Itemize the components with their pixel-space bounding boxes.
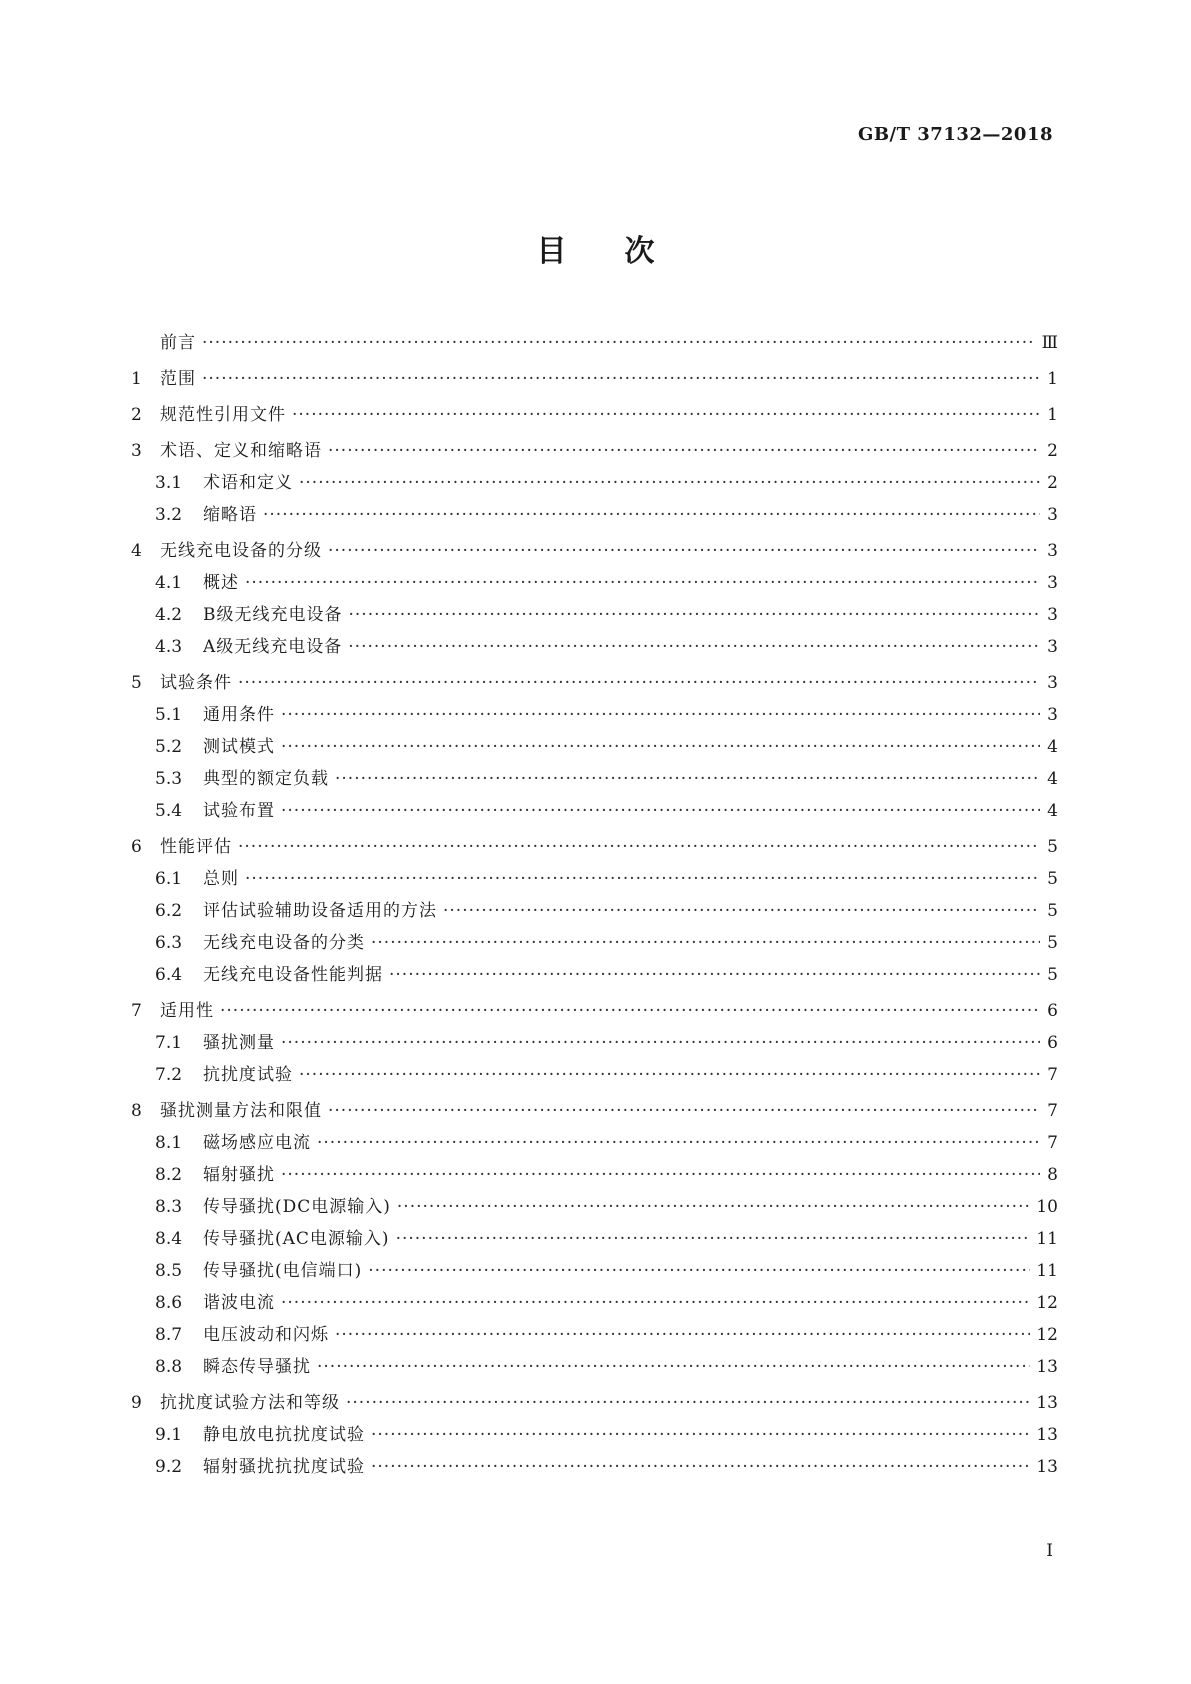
toc-dot-leader: [346, 1392, 1030, 1414]
toc-entry-number: 5.4: [155, 801, 183, 821]
toc-dot-leader: [349, 604, 1041, 626]
toc-entry-label: 前言: [160, 333, 196, 353]
toc-dot-leader: [202, 332, 1036, 354]
toc-entry-number: 9.2: [155, 1457, 183, 1477]
toc-dot-leader: [263, 504, 1040, 526]
toc-entry-number: 8: [131, 1101, 142, 1121]
toc-entry[interactable]: [131, 1324, 1058, 1346]
toc-entry[interactable]: [131, 504, 1058, 526]
toc-entry-label: 测试模式: [203, 737, 275, 757]
toc-entry-page: 1: [1047, 405, 1058, 425]
toc-entry-number: 5.1: [155, 705, 183, 725]
toc-entry-number: 8.4: [155, 1229, 183, 1249]
toc-entry-page: 13: [1036, 1425, 1058, 1445]
toc-entry[interactable]: [131, 1456, 1058, 1478]
toc-entry[interactable]: [131, 604, 1058, 626]
toc-entry[interactable]: [131, 1228, 1058, 1250]
page-number: I: [1046, 1541, 1053, 1561]
toc-entry-number: 9: [131, 1393, 142, 1413]
toc-entry[interactable]: [131, 636, 1058, 658]
toc-entry-label: 规范性引用文件: [160, 405, 286, 425]
toc-dot-leader: [443, 900, 1040, 922]
toc-entry-page: 13: [1036, 1457, 1058, 1477]
toc-entry-page: 3: [1047, 637, 1058, 657]
toc-entry-page: Ⅲ: [1041, 333, 1058, 353]
toc-entry-page: 3: [1047, 605, 1058, 625]
toc-dot-leader: [397, 1196, 1030, 1218]
toc-entry-label: 范围: [160, 369, 196, 389]
toc-entry[interactable]: [131, 932, 1058, 954]
toc-dot-leader: [292, 404, 1040, 426]
table-of-contents: [131, 332, 1058, 1478]
toc-entry-page: 2: [1047, 473, 1058, 493]
toc-entry[interactable]: [131, 736, 1058, 758]
toc-entry[interactable]: [131, 900, 1058, 922]
toc-entry-label: 传导骚扰(DC电源输入): [203, 1197, 391, 1217]
toc-entry-page: 5: [1047, 869, 1058, 889]
toc-entry-label: 总则: [203, 869, 239, 889]
toc-entry[interactable]: [131, 572, 1058, 594]
toc-dot-leader: [238, 836, 1040, 858]
toc-entry[interactable]: [131, 704, 1058, 726]
toc-entry-label: 试验条件: [160, 673, 232, 693]
toc-dot-leader: [396, 1228, 1031, 1250]
toc-entry-page: 5: [1047, 837, 1058, 857]
toc-entry[interactable]: [131, 540, 1058, 562]
toc-entry-number: 6: [131, 837, 142, 857]
toc-entry-page: 3: [1047, 541, 1058, 561]
toc-entry-label: 辐射骚扰抗扰度试验: [203, 1457, 365, 1477]
toc-entry-label: 典型的额定负载: [203, 769, 329, 789]
toc-entry-label: 无线充电设备性能判据: [203, 965, 383, 985]
toc-entry-label: 瞬态传导骚扰: [203, 1357, 311, 1377]
toc-entry-page: 3: [1047, 673, 1058, 693]
toc-entry-label: 抗扰度试验方法和等级: [160, 1393, 340, 1413]
toc-dot-leader: [335, 768, 1040, 790]
toc-entry-page: 6: [1047, 1033, 1058, 1053]
toc-entry-number: 7.2: [155, 1065, 183, 1085]
toc-dot-leader: [317, 1356, 1030, 1378]
toc-entry-number: 6.4: [155, 965, 183, 985]
page-title: 目次: [536, 234, 713, 269]
toc-entry-page: 1: [1047, 369, 1058, 389]
toc-entry[interactable]: [131, 768, 1058, 790]
toc-entry-page: 7: [1047, 1133, 1058, 1153]
toc-entry-number: 7: [131, 1001, 142, 1021]
toc-entry-label: 传导骚扰(AC电源输入): [203, 1229, 390, 1249]
toc-entry[interactable]: [131, 1000, 1058, 1022]
toc-entry-page: 8: [1047, 1165, 1058, 1185]
toc-dot-leader: [281, 1292, 1030, 1314]
toc-entry-page: 3: [1047, 573, 1058, 593]
toc-entry-number: 3.2: [155, 505, 183, 525]
toc-entry-number: 5.2: [155, 737, 183, 757]
toc-entry[interactable]: [131, 1100, 1058, 1122]
toc-entry[interactable]: [131, 1292, 1058, 1314]
toc-entry-number: 8.1: [155, 1133, 183, 1153]
toc-dot-leader: [220, 1000, 1040, 1022]
toc-entry-page: 10: [1036, 1197, 1058, 1217]
toc-dot-leader: [245, 868, 1040, 890]
toc-dot-leader: [281, 1032, 1040, 1054]
toc-entry-number: 4.2: [155, 605, 183, 625]
toc-entry-number: 3.1: [155, 473, 183, 493]
toc-entry-page: 3: [1047, 705, 1058, 725]
toc-entry-page: 11: [1036, 1261, 1058, 1281]
toc-dot-leader: [328, 540, 1040, 562]
toc-entry-label: 静电放电抗扰度试验: [203, 1425, 365, 1445]
toc-entry-page: 6: [1047, 1001, 1058, 1021]
toc-entry-label: 性能评估: [160, 837, 232, 857]
toc-entry-label: 通用条件: [203, 705, 275, 725]
toc-dot-leader: [371, 1424, 1030, 1446]
toc-dot-leader: [368, 1260, 1030, 1282]
toc-entry-page: 4: [1047, 737, 1058, 757]
toc-dot-leader: [371, 932, 1040, 954]
toc-dot-leader: [389, 964, 1040, 986]
toc-entry-number: 2: [131, 405, 142, 425]
toc-entry-number: 8.8: [155, 1357, 183, 1377]
toc-dot-leader: [299, 1064, 1040, 1086]
toc-entry[interactable]: [131, 1064, 1058, 1086]
toc-entry-page: 3: [1047, 505, 1058, 525]
toc-entry-page: 11: [1036, 1229, 1058, 1249]
toc-entry-label: 概述: [203, 573, 239, 593]
toc-entry-label: B级无线充电设备: [203, 605, 343, 625]
toc-entry-label: 电压波动和闪烁: [203, 1325, 329, 1345]
toc-entry-number: 8.7: [155, 1325, 183, 1345]
toc-entry-page: 7: [1047, 1065, 1058, 1085]
toc-entry-label: 骚扰测量: [203, 1033, 275, 1053]
toc-entry-label: 骚扰测量方法和限值: [160, 1101, 322, 1121]
toc-entry-number: 6.2: [155, 901, 183, 921]
toc-entry[interactable]: [131, 1356, 1058, 1378]
toc-dot-leader: [281, 736, 1040, 758]
toc-entry-page: 13: [1036, 1357, 1058, 1377]
toc-entry[interactable]: [131, 332, 1058, 354]
toc-entry-page: 4: [1047, 801, 1058, 821]
toc-entry-number: 3: [131, 441, 142, 461]
toc-entry-page: 13: [1036, 1393, 1058, 1413]
toc-entry-number: 6.3: [155, 933, 183, 953]
toc-entry-number: 8.5: [155, 1261, 183, 1281]
toc-entry-label: A级无线充电设备: [203, 637, 343, 657]
toc-dot-leader: [317, 1132, 1040, 1154]
toc-dot-leader: [299, 472, 1040, 494]
toc-entry[interactable]: [131, 1132, 1058, 1154]
toc-dot-leader: [348, 636, 1040, 658]
toc-entry-label: 无线充电设备的分级: [160, 541, 322, 561]
toc-entry-page: 4: [1047, 769, 1058, 789]
toc-entry-label: 适用性: [160, 1001, 214, 1021]
toc-dot-leader: [238, 672, 1040, 694]
toc-entry-page: 5: [1047, 933, 1058, 953]
toc-entry[interactable]: [131, 672, 1058, 694]
toc-entry-label: 试验布置: [203, 801, 275, 821]
toc-entry[interactable]: [131, 1260, 1058, 1282]
toc-entry-number: 9.1: [155, 1425, 183, 1445]
toc-entry-label: 术语、定义和缩略语: [160, 441, 322, 461]
toc-entry-number: 7.1: [155, 1033, 183, 1053]
toc-entry[interactable]: [131, 964, 1058, 986]
toc-entry-number: 4: [131, 541, 142, 561]
toc-dot-leader: [245, 572, 1040, 594]
toc-entry-number: 4.3: [155, 637, 183, 657]
toc-entry-number: 6.1: [155, 869, 183, 889]
toc-entry[interactable]: [131, 1164, 1058, 1186]
toc-entry[interactable]: [131, 1424, 1058, 1446]
toc-entry-number: 5.3: [155, 769, 183, 789]
toc-entry[interactable]: [131, 868, 1058, 890]
toc-entry[interactable]: [131, 404, 1058, 426]
toc-entry-label: 传导骚扰(电信端口): [203, 1261, 363, 1281]
toc-entry-label: 抗扰度试验: [203, 1065, 293, 1085]
toc-entry-number: 8.6: [155, 1293, 183, 1313]
toc-dot-leader: [328, 440, 1040, 462]
toc-dot-leader: [281, 1164, 1040, 1186]
toc-entry-label: 无线充电设备的分类: [203, 933, 365, 953]
toc-entry-label: 评估试验辅助设备适用的方法: [203, 901, 437, 921]
toc-entry[interactable]: [131, 800, 1058, 822]
toc-entry-label: 谐波电流: [203, 1293, 275, 1313]
toc-entry-page: 12: [1036, 1325, 1058, 1345]
toc-entry-page: 5: [1047, 965, 1058, 985]
toc-dot-leader: [335, 1324, 1030, 1346]
toc-entry-page: 7: [1047, 1101, 1058, 1121]
toc-entry[interactable]: [131, 1392, 1058, 1414]
toc-entry-page: 2: [1047, 441, 1058, 461]
toc-entry-number: 4.1: [155, 573, 183, 593]
toc-dot-leader: [371, 1456, 1030, 1478]
toc-dot-leader: [281, 800, 1040, 822]
toc-dot-leader: [281, 704, 1040, 726]
toc-entry-number: 8.2: [155, 1165, 183, 1185]
toc-entry-page: 5: [1047, 901, 1058, 921]
toc-entry-label: 磁场感应电流: [203, 1133, 311, 1153]
toc-entry[interactable]: [131, 836, 1058, 858]
toc-entry[interactable]: [131, 368, 1058, 390]
toc-entry-label: 术语和定义: [203, 473, 293, 493]
toc-entry[interactable]: [131, 1196, 1058, 1218]
toc-entry[interactable]: [131, 440, 1058, 462]
toc-entry-label: 缩略语: [203, 505, 257, 525]
toc-entry[interactable]: [131, 1032, 1058, 1054]
toc-entry[interactable]: [131, 472, 1058, 494]
toc-entry-number: 8.3: [155, 1197, 183, 1217]
standard-code: GB/T 37132—2018: [857, 124, 1053, 145]
toc-entry-number: 1: [131, 369, 142, 389]
toc-entry-label: 辐射骚扰: [203, 1165, 275, 1185]
toc-dot-leader: [328, 1100, 1040, 1122]
toc-dot-leader: [202, 368, 1040, 390]
toc-entry-number: 5: [131, 673, 142, 693]
toc-entry-page: 12: [1036, 1293, 1058, 1313]
